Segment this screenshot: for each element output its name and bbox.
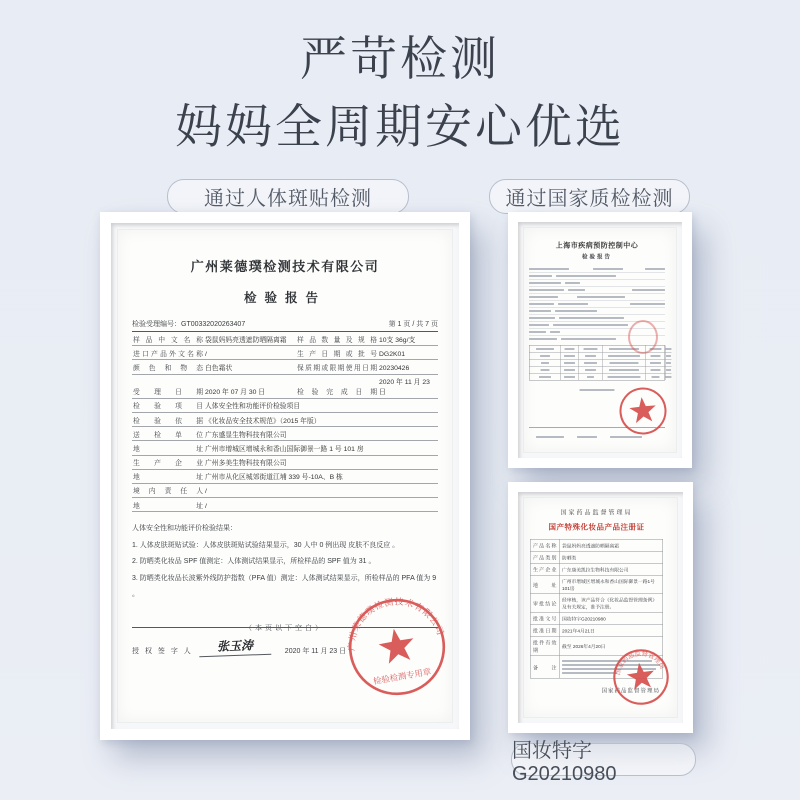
report-company-name: 广州莱德璞检测技术有限公司: [190, 259, 380, 274]
cell-label: 产品类别: [530, 551, 559, 563]
cell-value: 《化妆品安全技术规范》（2015 年版）: [204, 412, 438, 426]
table-row: [530, 539, 663, 551]
page-title-line2: 妈妈全周期安心优选: [175, 100, 625, 153]
cell-label: 产品名称: [530, 539, 559, 551]
cell-label: 检验依据: [132, 412, 204, 426]
cell-label: 检验完成日期: [296, 374, 378, 398]
cell-label: 进口产品外文名称: [132, 346, 204, 360]
main-report-paper: [118, 230, 452, 722]
table-row: [132, 455, 438, 469]
cell-label: 境内责任人: [132, 483, 204, 497]
table-row: [132, 360, 438, 374]
table-row: [132, 332, 438, 346]
cell-label: 批件有效期: [530, 636, 559, 656]
illegible-text-line: [529, 294, 665, 301]
reg-issuer-line: 国家药品监督管理局: [601, 688, 660, 694]
table-row: [132, 374, 438, 398]
cell-value: 经审核，该产品符合《化妆品监督管理条例》及有关规定，准予注册。: [559, 594, 663, 613]
table-row: [132, 469, 438, 483]
report-accept-no: 检验受理编号：GT00332020263407: [132, 321, 246, 328]
signatory-label: 授 权 签 字 人: [132, 648, 193, 655]
illegible-text-line: [529, 287, 665, 294]
page-title-line1: 严苛检测: [300, 32, 500, 85]
cell-label: 颜色和物态: [132, 360, 204, 374]
frame-main-report: [100, 212, 470, 740]
blank-page-note: （本页以下空白）: [245, 625, 325, 633]
stamp-arc-text: 广州莱德璞检测技术有限公司: [346, 596, 446, 652]
cell-value: 防晒类: [559, 551, 663, 563]
cell-value: 袋鼠妈妈亮透遮防晒隔离霜: [559, 539, 663, 551]
illegible-text-line: [529, 280, 665, 287]
cell-value: 袋鼠妈妈亮透遮防晒隔离霜: [204, 332, 296, 346]
result-section: [132, 521, 438, 603]
cell-value: /: [204, 498, 438, 512]
cell-value: /: [204, 483, 438, 497]
badge-patch-test: 通过人体斑贴检测: [167, 179, 409, 214]
cell-value: 10支 36g/支: [378, 332, 438, 346]
illegible-text-line: [529, 308, 665, 315]
table-row: [132, 346, 438, 360]
cell-value: 人体安全性和功能评价检验项目: [204, 398, 438, 412]
signature-date: 2020 年 11 月 23 日: [284, 648, 347, 655]
table-row: [132, 441, 438, 455]
cell-value: 广州市从化区城郊街道江埔 339 号-10A、B 栋: [204, 469, 438, 483]
cell-label: 生产企业: [530, 563, 559, 575]
report-info-table: [132, 331, 438, 512]
stamp-bottom-text: 检验检测专用章: [372, 666, 432, 687]
cell-label: 保质期或限期使用日期: [296, 360, 378, 374]
sh-org-name: 上海市疾病预防控制中心: [555, 241, 639, 249]
cell-label: 地址: [530, 575, 559, 594]
signature-handwriting: 张玉涛: [198, 636, 271, 658]
table-row: [132, 498, 438, 512]
table-row: [132, 412, 438, 426]
sh-report-paper: [524, 228, 676, 452]
cell-label: 送检单位: [132, 427, 204, 441]
cell-label: 样品数量及规格: [296, 332, 378, 346]
cell-value: 广东盛显生物科技有限公司: [204, 427, 438, 441]
red-check-mark: [628, 320, 658, 354]
illegible-text-line: [529, 301, 665, 308]
cell-value: 国妆特字G20210980: [559, 612, 663, 624]
cell-label: 生产日期或批号: [296, 346, 378, 360]
sh-round-stamp: [613, 381, 672, 440]
inspection-stamp: [336, 586, 452, 709]
illegible-text-line: [529, 273, 665, 280]
result-item-1: 1. 人体皮肤斑贴试验：人体皮肤斑贴试验结果显示，30 人中 0 例出现 皮肤不良反应 。: [132, 541, 400, 549]
badge-national-inspection: 通过国家质检检测: [489, 179, 690, 214]
badge-registration-number: 国妆特字G20210980: [511, 743, 696, 776]
cell-label: 地址: [132, 498, 204, 512]
reg-cert-title: 国产特殊化妆品产品注册证: [548, 523, 645, 532]
cell-label: 审批结论: [530, 594, 559, 613]
frame-sh-report: [508, 212, 692, 468]
table-row: [530, 563, 663, 575]
reg-authority-name: 国家药品监督管理局: [560, 509, 633, 516]
cell-label: 生产企业: [132, 455, 204, 469]
result-item-3: 3. 防晒类化妆品长波紫外线防护指数（PFA 值）测定：人体测试结果显示，所检样品的 PFA 值为 9 。: [132, 574, 437, 598]
result-intro: 人体安全性和功能评价检验结果：: [132, 525, 237, 533]
cell-value: DG2K01: [378, 346, 438, 360]
cell-value: 2021年4月21日: [559, 624, 663, 636]
table-row: [132, 427, 438, 441]
cell-label: 地址: [132, 441, 204, 455]
reg-stamp-arc-text: 国家药品监督管理局: [614, 650, 666, 676]
sh-doc-title: 检验报告: [582, 254, 612, 260]
cell-label: 检验项目: [132, 398, 204, 412]
cell-label: 备注: [530, 656, 559, 679]
cell-label: 地址: [132, 469, 204, 483]
cell-label: 受理日期: [132, 374, 204, 398]
result-item-2: 2. 防晒类化妆品 SPF 值测定：人体测试结果显示，所检样品的 SPF 值为 31 。: [132, 558, 376, 566]
cell-value: 广州市增城区增城永和香山国际御景一路 1 号 101 房: [204, 441, 438, 455]
registration-paper: [524, 498, 677, 717]
table-row: [530, 612, 663, 624]
cell-label: 批准日期: [530, 624, 559, 636]
cell-value: 20230426: [378, 360, 438, 374]
illegible-text-line: [529, 266, 665, 273]
table-row: [530, 551, 663, 563]
table-row: [530, 624, 663, 636]
table-row: [132, 398, 438, 412]
cell-value: 广州多美生物科技有限公司: [204, 455, 438, 469]
cell-value: 截至 2026年4月20日: [559, 636, 663, 656]
report-page-info: 第 1 页 / 共 7 页: [388, 321, 438, 328]
table-row: [530, 594, 663, 613]
report-doc-title: 检验报告: [243, 291, 326, 305]
table-row: [132, 483, 438, 497]
frame-registration-cert: [508, 482, 693, 733]
cell-value: 广州市增城区增城永和香山国际御景一路1号101房: [559, 575, 663, 594]
cell-label: 样品中文名称: [132, 332, 204, 346]
table-row: [530, 575, 663, 594]
cell-value: /: [204, 346, 296, 360]
cell-value: 2020 年 11 月 23 日: [378, 374, 438, 398]
cell-label: 批准文号: [530, 612, 559, 624]
reg-round-stamp: [605, 641, 677, 713]
cell-value: 白色霜状: [204, 360, 296, 374]
cell-value: 广东康美凯拉生物科技有限公司: [559, 563, 663, 575]
cell-value: 2020 年 07 月 30 日: [204, 374, 296, 398]
